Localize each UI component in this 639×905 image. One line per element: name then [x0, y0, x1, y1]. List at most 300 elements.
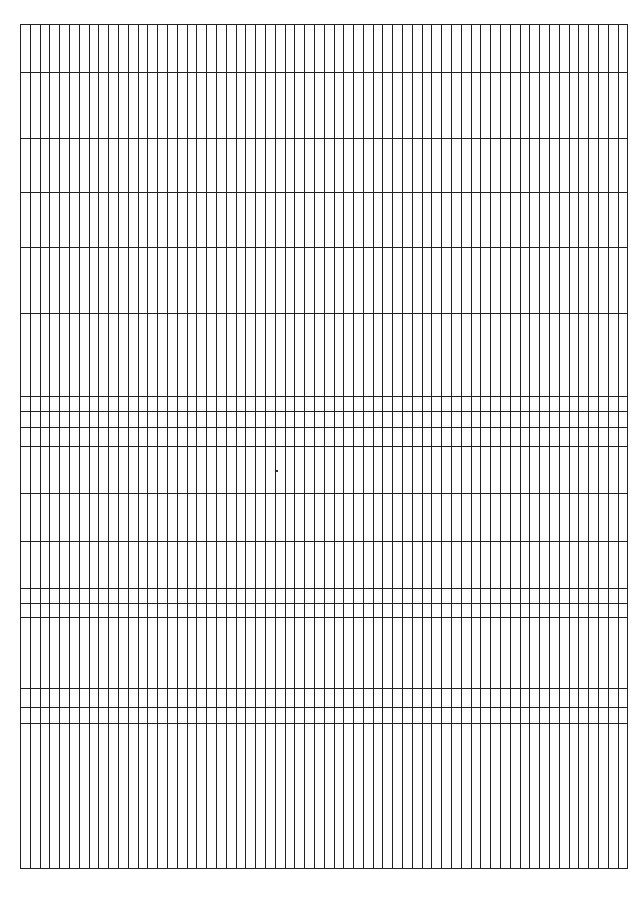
table-cell — [118, 193, 128, 248]
table-cell — [187, 25, 197, 73]
table-cell — [393, 541, 403, 588]
table-cell — [422, 724, 432, 869]
table-cell — [50, 589, 60, 603]
table-cell — [324, 411, 334, 428]
table-cell — [354, 707, 364, 724]
table-cell — [550, 72, 560, 138]
table-cell — [275, 193, 285, 248]
table-cell — [128, 193, 138, 248]
table-cell — [265, 25, 275, 73]
table-cell — [158, 447, 168, 494]
table-cell — [501, 411, 511, 428]
table-cell — [69, 138, 79, 193]
table-cell — [295, 138, 305, 193]
table-cell — [363, 617, 373, 688]
table-cell — [21, 397, 31, 411]
table-row — [608, 25, 618, 869]
table-cell — [118, 428, 128, 447]
table-cell — [99, 193, 109, 248]
table-cell — [599, 724, 609, 869]
table-row — [403, 25, 413, 869]
table-cell — [60, 603, 70, 617]
table-cell — [608, 72, 618, 138]
table-cell — [118, 72, 128, 138]
table-cell — [256, 688, 266, 707]
table-cell — [50, 617, 60, 688]
table-cell — [540, 541, 550, 588]
table-cell — [128, 724, 138, 869]
table-cell — [69, 724, 79, 869]
table-cell — [442, 494, 452, 541]
table-cell — [246, 707, 256, 724]
table-cell — [236, 447, 246, 494]
table-cell — [383, 25, 393, 73]
table-cell — [559, 447, 569, 494]
table-cell — [89, 397, 99, 411]
table-cell — [167, 541, 177, 588]
table-cell — [344, 138, 354, 193]
table-cell — [501, 494, 511, 541]
table-cell — [40, 494, 50, 541]
table-cell — [216, 138, 226, 193]
table-cell — [275, 72, 285, 138]
table-cell — [550, 138, 560, 193]
table-cell — [50, 397, 60, 411]
table-cell — [314, 603, 324, 617]
table-cell — [99, 724, 109, 869]
table-cell — [589, 193, 599, 248]
table-cell — [216, 72, 226, 138]
table-cell — [246, 397, 256, 411]
table-cell — [79, 494, 89, 541]
table-cell — [461, 603, 471, 617]
table-cell — [442, 247, 452, 313]
table-row — [265, 25, 275, 869]
table-cell — [60, 138, 70, 193]
table-cell — [314, 25, 324, 73]
table-row — [373, 25, 383, 869]
table-cell — [491, 314, 501, 397]
table-cell — [236, 72, 246, 138]
table-cell — [285, 447, 295, 494]
table-cell — [334, 724, 344, 869]
table-cell — [608, 724, 618, 869]
table-cell — [246, 428, 256, 447]
buildings-table — [20, 24, 628, 869]
table-cell — [50, 724, 60, 869]
table-cell — [491, 603, 501, 617]
table-cell — [216, 428, 226, 447]
table-cell — [550, 428, 560, 447]
table-cell — [383, 603, 393, 617]
table-cell — [393, 447, 403, 494]
table-cell — [432, 397, 442, 411]
table-cell — [69, 411, 79, 428]
table-cell — [40, 193, 50, 248]
table-cell — [30, 447, 40, 494]
table-cell — [540, 138, 550, 193]
table-cell — [540, 314, 550, 397]
table-cell — [608, 447, 618, 494]
table-cell — [40, 447, 50, 494]
table-cell — [471, 428, 481, 447]
table-cell — [50, 707, 60, 724]
table-cell — [197, 494, 207, 541]
table-cell — [403, 428, 413, 447]
table-cell — [138, 494, 148, 541]
table-cell — [461, 397, 471, 411]
table-cell — [618, 603, 628, 617]
table-cell — [520, 707, 530, 724]
table-cell — [608, 314, 618, 397]
table-cell — [599, 314, 609, 397]
table-cell — [177, 138, 187, 193]
table-cell — [314, 541, 324, 588]
table-cell — [334, 314, 344, 397]
table-cell — [265, 428, 275, 447]
table-cell — [99, 589, 109, 603]
table-cell — [109, 603, 119, 617]
table-cell — [422, 72, 432, 138]
table-cell — [471, 724, 481, 869]
total-row — [109, 25, 119, 869]
table-cell — [158, 25, 168, 73]
table-cell — [569, 688, 579, 707]
table-cell — [128, 707, 138, 724]
table-cell — [50, 25, 60, 73]
table-cell — [608, 541, 618, 588]
table-cell — [138, 314, 148, 397]
table-cell — [265, 494, 275, 541]
table-cell — [314, 724, 324, 869]
table-cell — [569, 138, 579, 193]
table-cell — [275, 247, 285, 313]
table-cell — [30, 247, 40, 313]
table-cell — [226, 138, 236, 193]
table-cell — [442, 707, 452, 724]
table-cell — [471, 494, 481, 541]
table-cell — [99, 138, 109, 193]
table-cell — [167, 494, 177, 541]
table-row — [69, 25, 79, 869]
table-cell — [461, 138, 471, 193]
table-cell — [324, 707, 334, 724]
table-cell — [99, 72, 109, 138]
table-cell — [412, 247, 422, 313]
table-cell — [354, 25, 364, 73]
table-cell — [295, 589, 305, 603]
table-cell — [481, 72, 491, 138]
table-cell — [30, 72, 40, 138]
table-cell — [550, 707, 560, 724]
table-cell — [373, 193, 383, 248]
table-cell — [89, 138, 99, 193]
table-cell — [608, 193, 618, 248]
table-cell — [530, 138, 540, 193]
table-cell — [412, 447, 422, 494]
table-cell — [295, 688, 305, 707]
table-cell — [314, 397, 324, 411]
table-cell — [118, 603, 128, 617]
table-cell — [167, 688, 177, 707]
table-cell — [138, 589, 148, 603]
table-cell — [256, 397, 266, 411]
table-cell — [148, 138, 158, 193]
table-cell — [60, 397, 70, 411]
table-cell — [128, 428, 138, 447]
table-cell — [118, 447, 128, 494]
table-cell — [275, 25, 285, 73]
table-cell — [138, 688, 148, 707]
table-cell — [79, 428, 89, 447]
table-cell — [530, 724, 540, 869]
table-cell — [324, 193, 334, 248]
table-cell — [452, 247, 462, 313]
table-cell — [501, 541, 511, 588]
table-cell — [412, 707, 422, 724]
table-row — [158, 25, 168, 869]
table-cell — [30, 314, 40, 397]
table-cell — [167, 617, 177, 688]
table-cell — [207, 494, 217, 541]
table-cell — [305, 447, 315, 494]
table-cell — [452, 707, 462, 724]
table-cell — [109, 247, 119, 313]
table-cell — [589, 411, 599, 428]
table-cell — [285, 72, 295, 138]
table-cell — [148, 707, 158, 724]
table-cell — [314, 247, 324, 313]
table-cell — [158, 707, 168, 724]
table-row — [510, 25, 520, 869]
table-cell — [442, 724, 452, 869]
table-cell — [403, 447, 413, 494]
table-cell — [265, 688, 275, 707]
table-cell — [69, 589, 79, 603]
table-cell — [334, 247, 344, 313]
table-cell — [265, 314, 275, 397]
table-cell — [30, 494, 40, 541]
table-cell — [256, 589, 266, 603]
table-cell — [207, 589, 217, 603]
table-cell — [403, 541, 413, 588]
table-cell — [373, 138, 383, 193]
table-cell — [69, 603, 79, 617]
table-body — [21, 25, 628, 869]
table-cell — [226, 247, 236, 313]
table-cell — [412, 603, 422, 617]
table-cell — [452, 541, 462, 588]
table-cell — [452, 617, 462, 688]
table-cell — [285, 707, 295, 724]
table-cell — [158, 72, 168, 138]
table-cell — [344, 707, 354, 724]
table-cell — [334, 617, 344, 688]
table-cell — [60, 25, 70, 73]
table-cell — [471, 397, 481, 411]
table-cell — [89, 411, 99, 428]
table-cell — [79, 707, 89, 724]
table-cell — [177, 72, 187, 138]
table-cell — [324, 138, 334, 193]
table-cell — [393, 603, 403, 617]
table-cell — [412, 688, 422, 707]
table-cell — [540, 428, 550, 447]
table-cell — [50, 447, 60, 494]
table-cell — [354, 494, 364, 541]
table-cell — [481, 589, 491, 603]
table-cell — [354, 603, 364, 617]
table-cell — [167, 447, 177, 494]
table-cell — [589, 447, 599, 494]
table-cell — [305, 25, 315, 73]
table-cell — [334, 603, 344, 617]
table-cell — [363, 247, 373, 313]
table-cell — [40, 617, 50, 688]
table-cell — [197, 603, 207, 617]
table-cell — [207, 411, 217, 428]
table-cell — [314, 589, 324, 603]
table-cell — [285, 494, 295, 541]
table-cell — [422, 494, 432, 541]
table-cell — [324, 688, 334, 707]
table-cell — [197, 724, 207, 869]
table-row — [618, 25, 628, 869]
table-cell — [471, 707, 481, 724]
table-cell — [265, 138, 275, 193]
table-cell — [540, 617, 550, 688]
table-cell — [285, 589, 295, 603]
table-cell — [60, 247, 70, 313]
table-cell — [530, 589, 540, 603]
table-cell — [158, 589, 168, 603]
table-cell — [216, 603, 226, 617]
table-cell — [158, 603, 168, 617]
table-cell — [432, 688, 442, 707]
table-cell — [510, 138, 520, 193]
table-cell — [599, 428, 609, 447]
table-cell — [471, 447, 481, 494]
table-cell — [608, 428, 618, 447]
table-row — [422, 25, 432, 869]
table-cell — [510, 411, 520, 428]
table-cell — [422, 707, 432, 724]
page-area — [20, 24, 590, 596]
table-row — [383, 25, 393, 869]
table-cell — [373, 25, 383, 73]
table-cell — [216, 688, 226, 707]
table-row — [520, 25, 530, 869]
table-cell — [256, 193, 266, 248]
table-cell — [354, 193, 364, 248]
table-cell — [246, 25, 256, 73]
table-cell — [589, 541, 599, 588]
table-cell — [501, 603, 511, 617]
table-cell — [295, 617, 305, 688]
table-cell — [246, 541, 256, 588]
table-cell — [559, 707, 569, 724]
table-cell — [569, 617, 579, 688]
table-cell — [354, 411, 364, 428]
table-cell — [491, 138, 501, 193]
table-cell — [373, 411, 383, 428]
table-cell — [579, 724, 589, 869]
table-cell — [520, 447, 530, 494]
table-cell — [148, 247, 158, 313]
table-row — [491, 25, 501, 869]
table-cell — [540, 688, 550, 707]
table-cell — [69, 193, 79, 248]
table-cell — [40, 707, 50, 724]
table-cell — [334, 138, 344, 193]
table-cell — [569, 494, 579, 541]
table-cell — [432, 314, 442, 397]
table-cell — [285, 411, 295, 428]
table-cell — [216, 247, 226, 313]
table-cell — [363, 447, 373, 494]
table-cell — [226, 724, 236, 869]
table-cell — [275, 724, 285, 869]
table-cell — [226, 193, 236, 248]
table-cell — [177, 541, 187, 588]
table-cell — [207, 688, 217, 707]
table-cell — [579, 314, 589, 397]
table-cell — [216, 541, 226, 588]
table-cell — [40, 603, 50, 617]
table-cell — [608, 617, 618, 688]
table-cell — [177, 707, 187, 724]
table-cell — [226, 428, 236, 447]
table-cell — [618, 707, 628, 724]
table-cell — [618, 25, 628, 73]
table-cell — [128, 25, 138, 73]
table-cell — [599, 411, 609, 428]
table-cell — [452, 428, 462, 447]
table-cell — [550, 447, 560, 494]
table-cell — [128, 411, 138, 428]
table-cell — [540, 589, 550, 603]
table-cell — [167, 314, 177, 397]
table-cell — [60, 193, 70, 248]
table-cell — [393, 428, 403, 447]
table-cell — [403, 707, 413, 724]
table-cell — [520, 193, 530, 248]
table-cell — [442, 603, 452, 617]
table-cell — [305, 428, 315, 447]
table-cell — [550, 397, 560, 411]
table-cell — [79, 447, 89, 494]
table-cell — [393, 707, 403, 724]
table-cell — [118, 314, 128, 397]
table-cell — [363, 411, 373, 428]
table-cell — [40, 25, 50, 73]
table-cell — [89, 247, 99, 313]
table-cell — [393, 411, 403, 428]
table-cell — [383, 589, 393, 603]
table-cell — [305, 494, 315, 541]
table-cell — [207, 428, 217, 447]
table-cell — [559, 688, 569, 707]
table-cell — [148, 447, 158, 494]
table-cell — [207, 314, 217, 397]
table-cell — [471, 25, 481, 73]
table-cell — [60, 707, 70, 724]
table-cell — [530, 314, 540, 397]
table-cell — [491, 247, 501, 313]
table-cell — [246, 724, 256, 869]
table-cell — [128, 314, 138, 397]
table-cell — [207, 193, 217, 248]
